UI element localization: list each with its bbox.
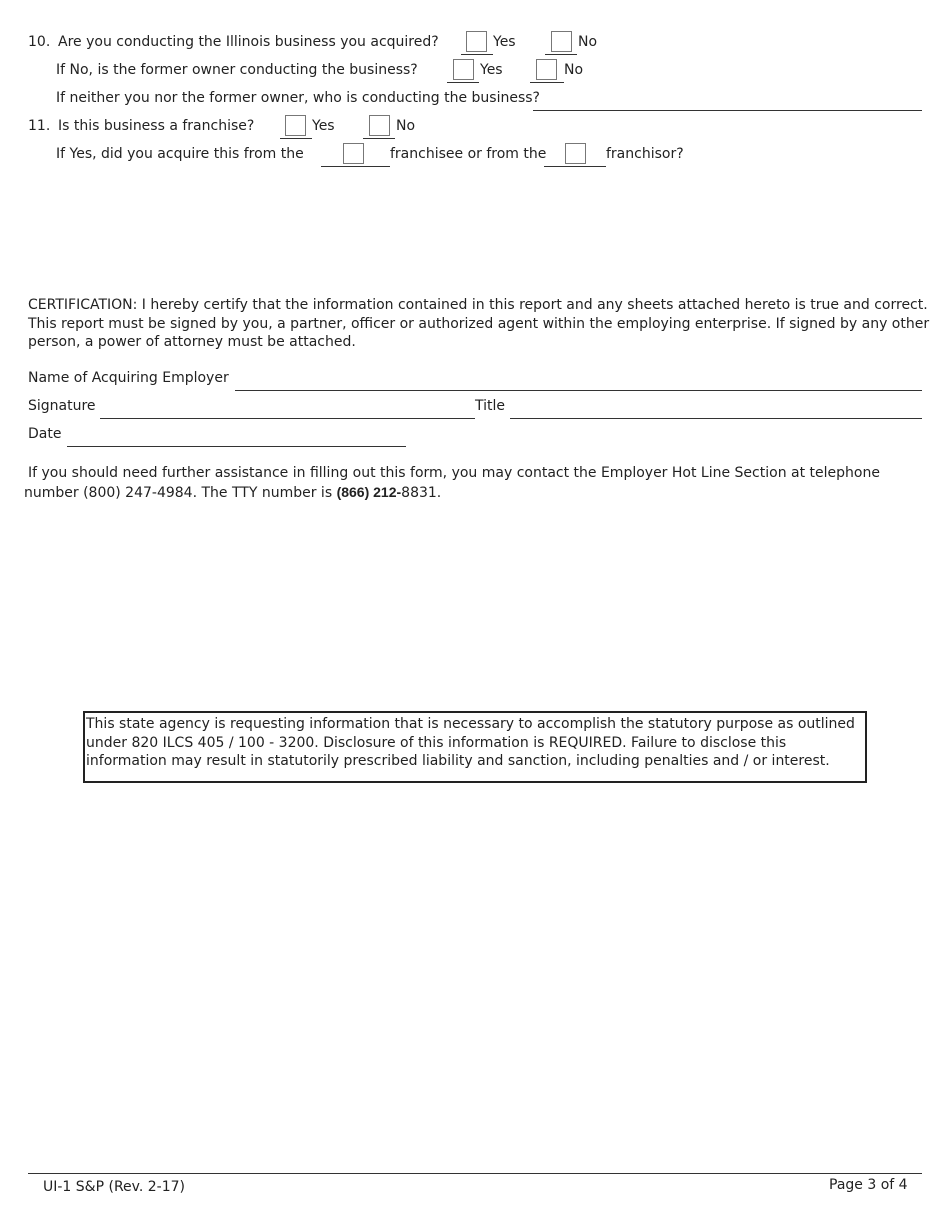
q11-franchisee-underline	[321, 166, 390, 167]
q11-no-label: No	[396, 118, 416, 134]
form-id: UI-1 S&P (Rev. 2-17)	[43, 1179, 185, 1195]
q10-sub1-yes-label: Yes	[480, 62, 503, 78]
employer-name-field[interactable]	[235, 390, 922, 391]
notice-line-2: under 820 ILCS 405 / 100 - 3200. Disclosure of this information is REQUIRED. Failure to disclose this	[86, 734, 787, 751]
signature-label: Signature	[28, 398, 96, 414]
tty-number-bold: (866) 212-	[336, 484, 402, 500]
q10-number: 10.	[28, 34, 51, 50]
q11-yes-label: Yes	[312, 118, 335, 134]
q10-sub1-no-underline	[530, 82, 564, 83]
q10-no-checkbox[interactable]	[551, 31, 572, 52]
footer-rule	[28, 1173, 922, 1174]
disclosure-notice	[83, 711, 867, 783]
page-number: Page 3 of 4	[829, 1177, 908, 1193]
q10-sub1: If No, is the former owner conducting the business?	[56, 62, 418, 78]
q11-franchisee-label: franchisee or from the	[390, 146, 547, 162]
date-label: Date	[28, 426, 62, 442]
signature-field[interactable]	[100, 418, 475, 419]
q11-franchisee-checkbox[interactable]	[343, 143, 364, 164]
certification-line-1: CERTIFICATION: I hereby certify that the information contained in this report and any sheets attached hereto is true and correct.	[28, 297, 928, 313]
q11-franchisor-label: franchisor?	[606, 146, 684, 162]
q11-no-underline	[363, 138, 395, 139]
title-label: Title	[475, 398, 506, 414]
q10-no-underline	[545, 54, 577, 55]
q11-sub: If Yes, did you acquire this from the	[56, 146, 304, 162]
assistance-line-1: If you should need further assistance in filling out this form, you may contact the Employer Hot Line Section at telephone	[28, 465, 880, 481]
q10-sub2: If neither you nor the former owner, who is conducting the business?	[56, 90, 540, 106]
q11-no-checkbox[interactable]	[369, 115, 390, 136]
q11-yes-underline	[280, 138, 312, 139]
certification-line-2: This report must be signed by you, a partner, officer or authorized agent within the employing enterprise. If signed by any other	[28, 315, 930, 332]
q11-franchisor-checkbox[interactable]	[565, 143, 586, 164]
tty-number-rest: 8831.	[401, 485, 442, 501]
q10-no-label: No	[578, 34, 598, 50]
q10-sub1-no-checkbox[interactable]	[536, 59, 557, 80]
certification-line-3: person, a power of attorney must be attached.	[28, 334, 356, 350]
q11-question: Is this business a franchise?	[58, 118, 255, 134]
certification-text	[28, 296, 929, 352]
q11-franchisor-underline	[544, 166, 606, 167]
q10-sub1-no-label: No	[564, 62, 584, 78]
name-label: Name of Acquiring Employer	[28, 370, 229, 386]
q10-yes-checkbox[interactable]	[466, 31, 487, 52]
notice-line-3: information may result in statutorily prescribed liability and sanction, including penalties and / or interest.	[86, 753, 830, 769]
title-field[interactable]	[510, 418, 922, 419]
q10-question: Are you conducting the Illinois business you acquired?	[58, 34, 439, 50]
q10-conductor-field[interactable]	[533, 110, 922, 111]
date-field[interactable]	[67, 446, 406, 447]
q10-sub1-yes-underline	[447, 82, 479, 83]
q10-sub1-yes-checkbox[interactable]	[453, 59, 474, 80]
notice-line-1: This state agency is requesting information that is necessary to accomplish the statutory purpose as outlined	[86, 716, 855, 732]
q11-number: 11.	[28, 118, 51, 134]
q10-yes-label: Yes	[493, 34, 516, 50]
q11-yes-checkbox[interactable]	[285, 115, 306, 136]
q10-yes-underline	[461, 54, 493, 55]
assistance-prefix: number (800) 247-4984. The TTY number is	[24, 485, 333, 501]
assistance-line-2	[24, 483, 441, 503]
